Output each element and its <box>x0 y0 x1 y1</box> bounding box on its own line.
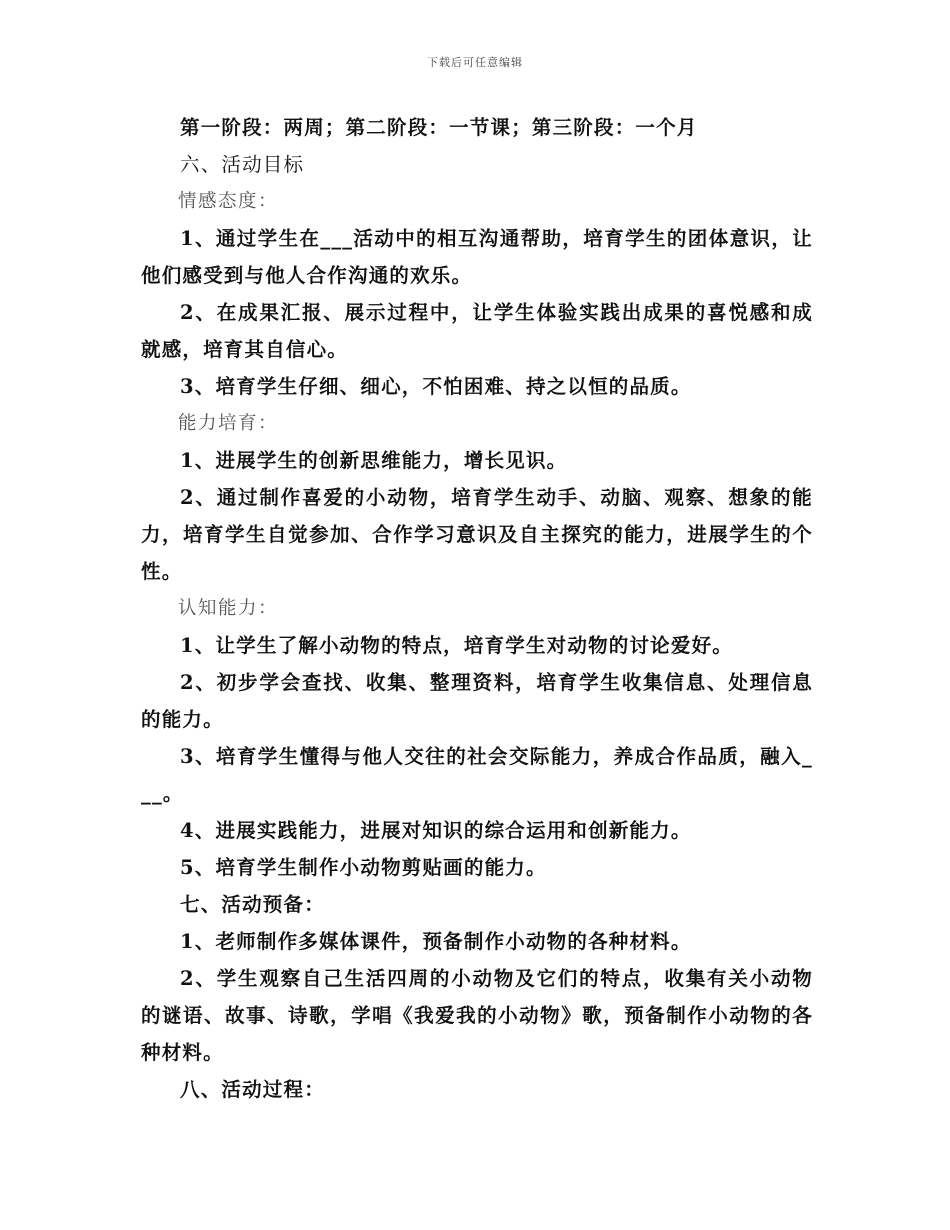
paragraph: 5、培育学生制作小动物剪贴画的能力。 <box>180 856 547 879</box>
paragraph: 第一阶段：两周；第二阶段：一节课；第三阶段：一个月 <box>180 116 698 139</box>
paragraph: 2、通过制作喜爱的小动物，培育学生动手、动脑、观察、想象的能力，培育学生自觉参加、合作学习意识及自主探究的能力，进展学生的个性。 <box>141 486 813 583</box>
paragraph: 2、初步学会查找、收集、整理资料，培育学生收集信息、处理信息的能力。 <box>141 671 813 731</box>
paragraph: 1、通过学生在___活动中的相互沟通帮助，培育学生的团体意识，让他们感受到与他人合作沟通的欢乐。 <box>141 227 813 287</box>
paragraph: 1、进展学生的创新思维能力，增长见识。 <box>180 449 568 472</box>
subheading: 情感态度： <box>178 191 279 212</box>
section-heading: 八、活动过程： <box>180 1078 325 1101</box>
paragraph: 2、在成果汇报、展示过程中，让学生体验实践出成果的喜悦感和成就感，培育其自信心。 <box>141 301 813 361</box>
section-heading: 六、活动目标 <box>180 153 305 176</box>
section-heading: 七、活动预备： <box>180 893 325 916</box>
paragraph: 3、培育学生仔细、细心，不怕困难、持之以恒的品质。 <box>180 375 692 398</box>
page-header: 下载后可任意编辑 <box>427 56 523 69</box>
paragraph: 1、让学生了解小动物的特点，培育学生对动物的讨论爱好。 <box>180 634 733 657</box>
paragraph: 2、学生观察自己生活四周的小动物及它们的特点，收集有关小动物的谜语、故事、诗歌，学唱《我爱我的小动物》歌，预备制作小动物的各种材料。 <box>141 967 813 1064</box>
paragraph: 3、培育学生懂得与他人交往的社会交际能力，养成合作品质，融入___。 <box>141 745 813 805</box>
document-body <box>141 109 813 1108</box>
subheading: 认知能力： <box>178 598 279 619</box>
subheading: 能力培育： <box>178 413 279 434</box>
paragraph: 1、老师制作多媒体课件，预备制作小动物的各种材料。 <box>180 930 692 953</box>
paragraph: 4、进展实践能力，进展对知识的综合运用和创新能力。 <box>180 819 692 842</box>
